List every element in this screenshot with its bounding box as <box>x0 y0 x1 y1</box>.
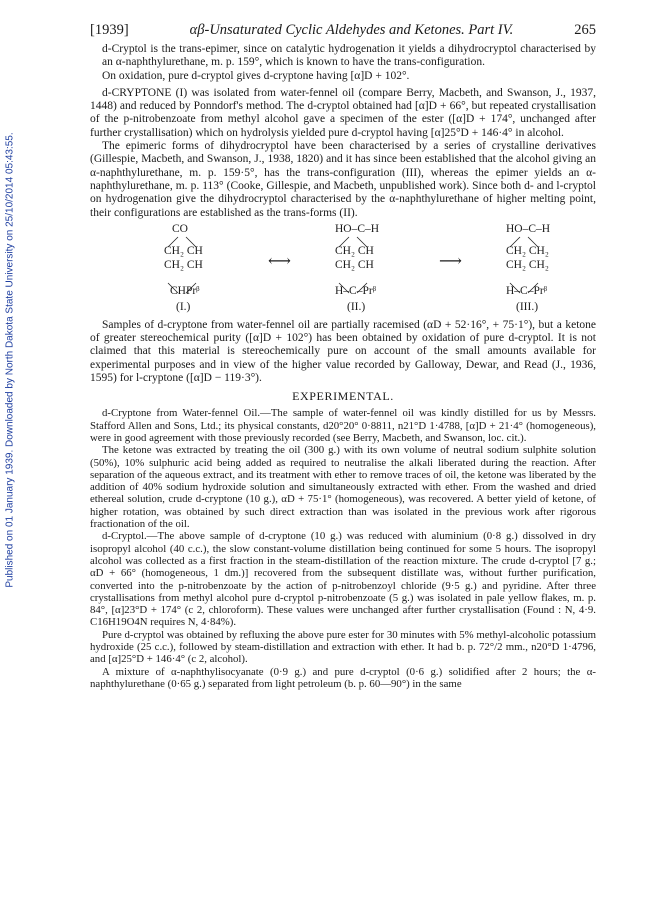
body-paragraph-samples: Samples of d-cryptone from water-fennel oil are partially racemised (αD + 52·16°, + 75·1°), but a ketone of greater stereochemical purity ([α]D + 102°) has been obtained by oxidation of pure d-cryptol. It is not claimed that this material is stereochemically pure on account of the small amounts available for experimental purposes and in view of the higher value recorded by Galloway, Dewar, and Read (J., 1936, 1595) for l-cryptone ([α]D − 119·3°). <box>90 318 596 385</box>
formula-II <box>335 223 395 315</box>
formula-III-row1: CH₂ CH₂ <box>506 244 549 257</box>
formula-III <box>506 223 566 315</box>
experimental-paragraph-5: A mixture of α-naphthylisocyanate (0·9 g.) and pure d-cryptol (0·6 g.) solidified after 2 hours; the α-naphthylurethane (0·65 g.) separated from light petroleum (b. p. 60—90°) in the same <box>90 665 596 690</box>
formula-I-row2: CH₂ CH <box>164 258 203 271</box>
formula-II-bottom: H–C–Prᵝ <box>335 284 376 297</box>
running-header <box>90 22 596 39</box>
formula-I-top: CO <box>172 222 188 235</box>
formula-III-label: (III.) <box>516 300 539 313</box>
experimental-paragraph-4: Pure d-cryptol was obtained by refluxing the above pure ester for 30 minutes with 5% methyl-alcoholic potassium hydroxide (25 c.c.), followed by steam-distillation and extraction with ether. It had b. p. 72°/2 mm., n20°D 1·4796, and [α]25°D + 146·4° (c 2, alcohol). <box>90 628 596 666</box>
formula-III-top: HO–C–H <box>506 222 551 235</box>
experimental-paragraph-1: d-Cryptone from Water-fennel Oil.—The sample of water-fennel oil was kindly distilled for us by Messrs. Stafford Allen and Sons, Ltd.; its physical constants, d20°20° 0·8811, n21°D 1·4788, [α]D + 21·4° (homogeneous), were in good agreement with those previously recorded (see Berry, Macbeth, and Swanson, loc. cit.). <box>90 407 596 444</box>
formula-I <box>164 223 224 315</box>
download-notice <box>4 40 16 680</box>
reaction-arrow: ⟶ <box>439 252 462 270</box>
formula-II-top: HO–C–H <box>335 222 380 235</box>
body-paragraph-cryptone: d-CRYPTONE (I) was isolated from water-fennel oil (compare Berry, Macbeth, and Swanson, J., 1937, 1448) and reduced by Ponndorf's method. The d-cryptol obtained had [α]D + 66°, but repeated crystallisation of the p-nitrobenzoate from methyl alcohol gave a specimen of the ester ([α]D + 174°, unchanged after further crystallisation) which on hydrolysis yielded pure d-cryptol having [α]25°D + 146·4° in alcohol. <box>90 86 596 139</box>
page-number: 265 <box>574 22 596 38</box>
formula-II-label: (II.) <box>347 300 366 313</box>
equilibrium-arrow: ⟷ <box>268 252 291 270</box>
intro-paragraph-2: On oxidation, pure d-cryptol gives d-cryptone having [α]D + 102°. <box>102 69 410 82</box>
header-year: [1939] <box>90 22 129 38</box>
formula-III-bottom: H–C–Prᵝ <box>506 284 547 297</box>
body-paragraph-epimeric: The epimeric forms of dihydrocryptol have been characterised by a series of crystalline derivatives (Gillespie, Macbeth, and Swanson, J., 1938, 1820) and it has since been established that the alcohol giving an α-naphthylurethane, m. p. 159·5°, has the trans-configuration (III), whereas the epimer yields an α-naphthylurethane, m. p. 113° (Cooke, Gillespie, and Macbeth, unpublished work). Since both d- and l-cryptol on hydrogenation give the dihydrocryptol characterised by the α-naphthylurethane of higher melting point, their configurations are established as the trans-forms (II). <box>90 140 596 219</box>
experimental-paragraph-3: d-Cryptol.—The above sample of d-cryptone (10 g.) was reduced with aluminium (0·8 g.) dissolved in dry isopropyl alcohol (40 c.c.), the slow constant-volume distillation being continued for some 5 hours. The isopropyl alcohol was collected as a first fraction in the steam-distillation of the reaction mixture. The crude d-cryptol [7 g.; αD + 66° (homogeneous, 1 dm.)] recovered from the subsequent distillate was, without further purification, converted into the p-nitrobenzoate by the action of p-nitrobenzoyl chloride (9·5 g.) and pyridine. After three crystallisations from methyl alcohol pure d-cryptol p-nitrobenzoate (5 g.) was isolated in pale yellow flakes, m. p. 84°, [α]23°D + 174° (c 2, chloroform). These values were unchanged after further crystallisation (Found : N, 4·9. C16H19O4N requires N, 4·84%). <box>90 530 596 629</box>
formula-II-row2: CH₂ CH <box>335 258 374 271</box>
formula-I-label: (I.) <box>176 300 191 313</box>
experimental-heading: EXPERIMENTAL. <box>292 389 394 404</box>
formula-III-row2: CH₂ CH₂ <box>506 258 549 271</box>
experimental-paragraph-2: The ketone was extracted by treating the oil (300 g.) with its own volume of neutral sodium sulphite solution (50%), 10% sulphuric acid being added as required to neutralise the alkali liberated during the reaction. After separation of the aqueous extract, and its treatment with ether to remove traces of oil, the ketone was liberated by the addition of 40% sodium hydroxide solution and simultaneously extracted with ether. From the washed and dried ethereal solution, crude d-cryptone (10 g.), αD + 75·1° (homogeneous), was recovered. A better yield of ketone, of higher rotation, was obtained by such direct extraction than was isolated in the previous work after rigorous fractionation of the oil. <box>90 444 596 531</box>
formula-II-row1: CH₂ CH <box>335 244 374 257</box>
formula-I-bottom: CHPrᵝ <box>170 284 200 297</box>
download-notice-text: Published on 01 January 1939. Downloaded by North Dakota State University on 25/10/2014 05:43:55. <box>4 132 16 588</box>
header-title: αβ-Unsaturated Cyclic Aldehydes and Ketones. Part IV. <box>189 22 514 38</box>
structural-formulae <box>90 220 596 319</box>
intro-paragraph-1: d-Cryptol is the trans-epimer, since on catalytic hydrogenation it yields a dihydrocryptol characterised by an α-naphthylurethane, m. p. 159°, which is known to have the trans-configuration. <box>102 43 596 69</box>
journal-page <box>90 22 596 690</box>
formula-I-row1: CH₂ CH <box>164 244 203 257</box>
